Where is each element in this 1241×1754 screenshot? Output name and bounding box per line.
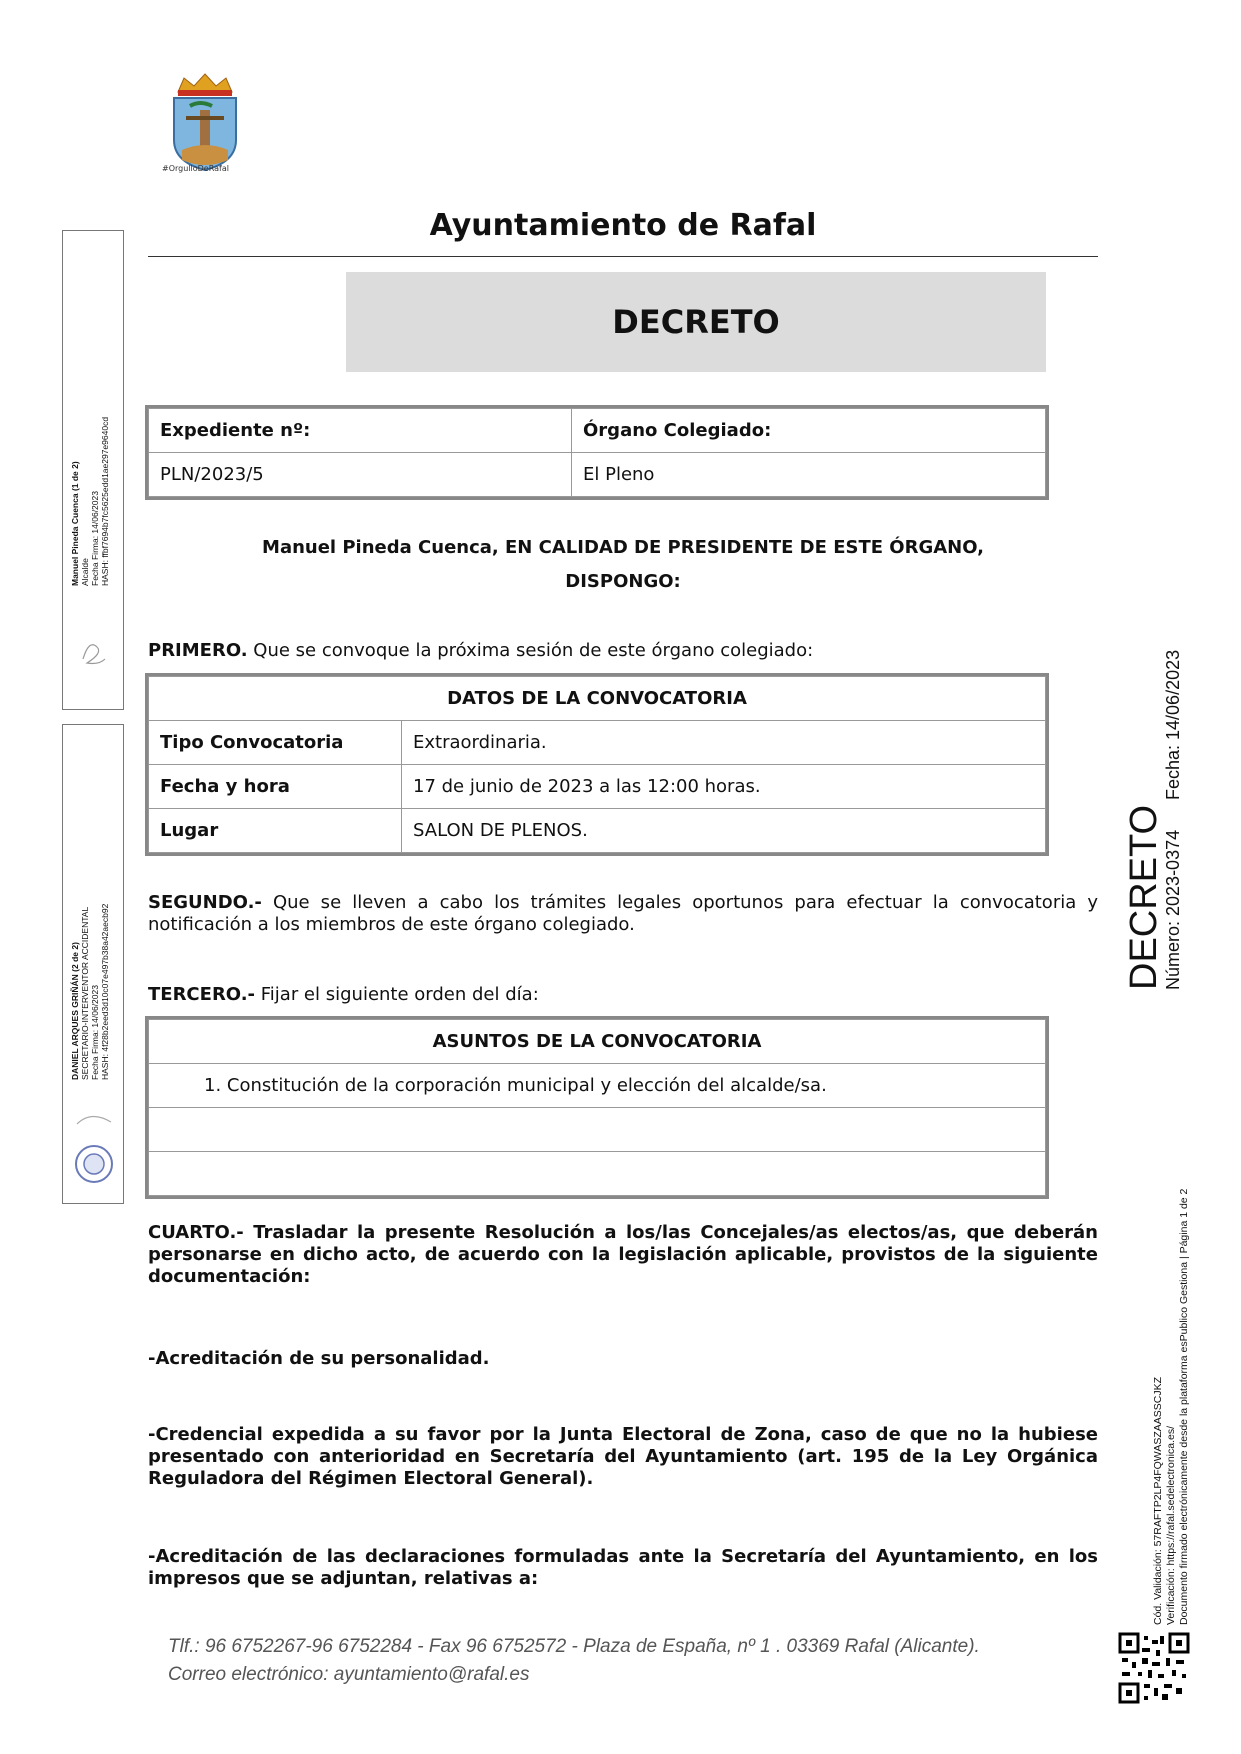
asunto-empty-row [149, 1108, 1046, 1152]
asuntos-table [148, 1019, 1046, 1196]
document-item: -Acreditación de su personalidad. [148, 1348, 490, 1369]
asunto-item: 1. Constitución de la corporación municipal y elección del alcalde/sa. [149, 1064, 1046, 1108]
table-row [149, 1064, 1046, 1108]
tercero-paragraph [148, 984, 1098, 1006]
logo-caption: #OrgulloDeRafal [162, 164, 229, 173]
validation-code-block [1152, 1189, 1191, 1625]
convocatoria-value: SALON DE PLENOS. [402, 809, 1046, 853]
validation-code: Cód. Validación: 57RAFTP2LP4FQWASZAASSCJKZ [1152, 1376, 1164, 1625]
document-title: DECRETO [346, 272, 1046, 372]
signature-box [62, 724, 124, 1204]
document-item: -Acreditación de las declaraciones formuladas ante la Secretaría del Ayuntamiento, en los impresos que se adjuntan, relativas a: [148, 1546, 1098, 1589]
convocatoria-label: Tipo Convocatoria [149, 721, 402, 765]
tercero-label: TERCERO.- [148, 984, 256, 1005]
convocatoria-value: Extraordinaria. [402, 721, 1046, 765]
convocatoria-title: DATOS DE LA CONVOCATORIA [149, 677, 1046, 721]
footer-email: Correo electrónico: ayuntamiento@rafal.es [168, 1664, 530, 1685]
signature-date: Fecha Firma: 14/06/2023 [90, 491, 100, 586]
table-row [149, 765, 1046, 809]
convocatoria-label: Lugar [149, 809, 402, 853]
document-item: -Credencial expedida a su favor por la Junta Electoral de Zona, caso de que no la hubiese presentado con anterioridad en Secretaría del Ayuntamiento (art. 195 de la Ley Orgánica Reguladora del Régimen Electoral General). [148, 1424, 1098, 1489]
expediente-value: PLN/2023/5 [149, 453, 572, 497]
segundo-paragraph [148, 892, 1098, 936]
convocatoria-label: Fecha y hora [149, 765, 402, 809]
asuntos-title: ASUNTOS DE LA CONVOCATORIA [149, 1020, 1046, 1064]
signature-box [62, 230, 124, 710]
table-row [149, 1108, 1046, 1152]
organo-value: El Pleno [572, 453, 1046, 497]
expediente-label: Expediente nº: [149, 409, 572, 453]
primero-label: PRIMERO. [148, 640, 248, 661]
organo-label: Órgano Colegiado: [572, 409, 1046, 453]
table-row [149, 1152, 1046, 1196]
platform-note: Documento firmado electrónicamente desde la plataforma esPublico Gestiona | Página 1 de 2 [1178, 1188, 1190, 1625]
convocatoria-table [148, 676, 1046, 853]
dispongo-heading: DISPONGO: [565, 571, 681, 592]
signer-name: DANIEL ARQUES GRIÑÁN (2 de 2) [70, 942, 80, 1080]
signature-date: Fecha Firma: 14/06/2023 [90, 985, 100, 1080]
verification-url: Verificación: https://rafal.sedelectronica.es/ [1165, 1425, 1177, 1625]
signer-role: SECRETARIO-INTERVENTOR ACCIDENTAL [80, 906, 90, 1080]
org-name: Ayuntamiento de Rafal [429, 208, 817, 243]
footer-contact: Tlf.: 96 6752267-96 6752284 - Fax 96 6752572 - Plaza de España, nº 1 . 03369 Rafal (Alicante). [168, 1636, 980, 1657]
qr-code-icon [1118, 1632, 1190, 1704]
cuarto-paragraph: CUARTO.- Trasladar la presente Resolución a los/las Concejales/as electos/as, que deberán personarse en dicho acto, de acuerdo con la legislación aplicable, provistos de la siguiente documentación: [148, 1222, 1098, 1287]
signature-icon [79, 629, 109, 669]
expediente-table [148, 408, 1046, 497]
table-row [149, 721, 1046, 765]
signer-role: Alcalde [80, 558, 90, 586]
tercero-text: Fijar el siguiente orden del día: [255, 984, 539, 1005]
signature-details [70, 417, 110, 586]
primero-text: Que se convoque la próxima sesión de este órgano colegiado: [247, 640, 814, 661]
primero-paragraph [148, 640, 1098, 662]
segundo-label: SEGUNDO.- [148, 892, 262, 913]
segundo-text: Que se lleven a cabo los trámites legales oportunos para efectuar la convocatoria y notificación a los miembros de este órgano colegiado. [148, 892, 1098, 935]
official-seal-icon [71, 1110, 117, 1190]
stamp-number: Número: 2023-0374 [1163, 829, 1183, 990]
convocatoria-value: 17 de junio de 2023 a las 12:00 horas. [402, 765, 1046, 809]
header-divider [148, 256, 1098, 257]
stamp-title: DECRETO [1123, 804, 1165, 990]
table-row [149, 809, 1046, 853]
signature-hash: HASH: ffbf7694b7fc5625edd1ae297e9640cd [100, 416, 110, 586]
signature-hash: HASH: 4f28b2eed3d10c07e497b38a42aecb92 [100, 903, 110, 1080]
asunto-empty-row [149, 1152, 1046, 1196]
signer-name: Manuel Pineda Cuenca (1 de 2) [70, 461, 80, 586]
stamp-date: Fecha: 14/06/2023 [1163, 649, 1183, 800]
signature-details [70, 904, 110, 1080]
intro-line: Manuel Pineda Cuenca, EN CALIDAD DE PRESIDENTE DE ESTE ÓRGANO, [262, 537, 984, 558]
